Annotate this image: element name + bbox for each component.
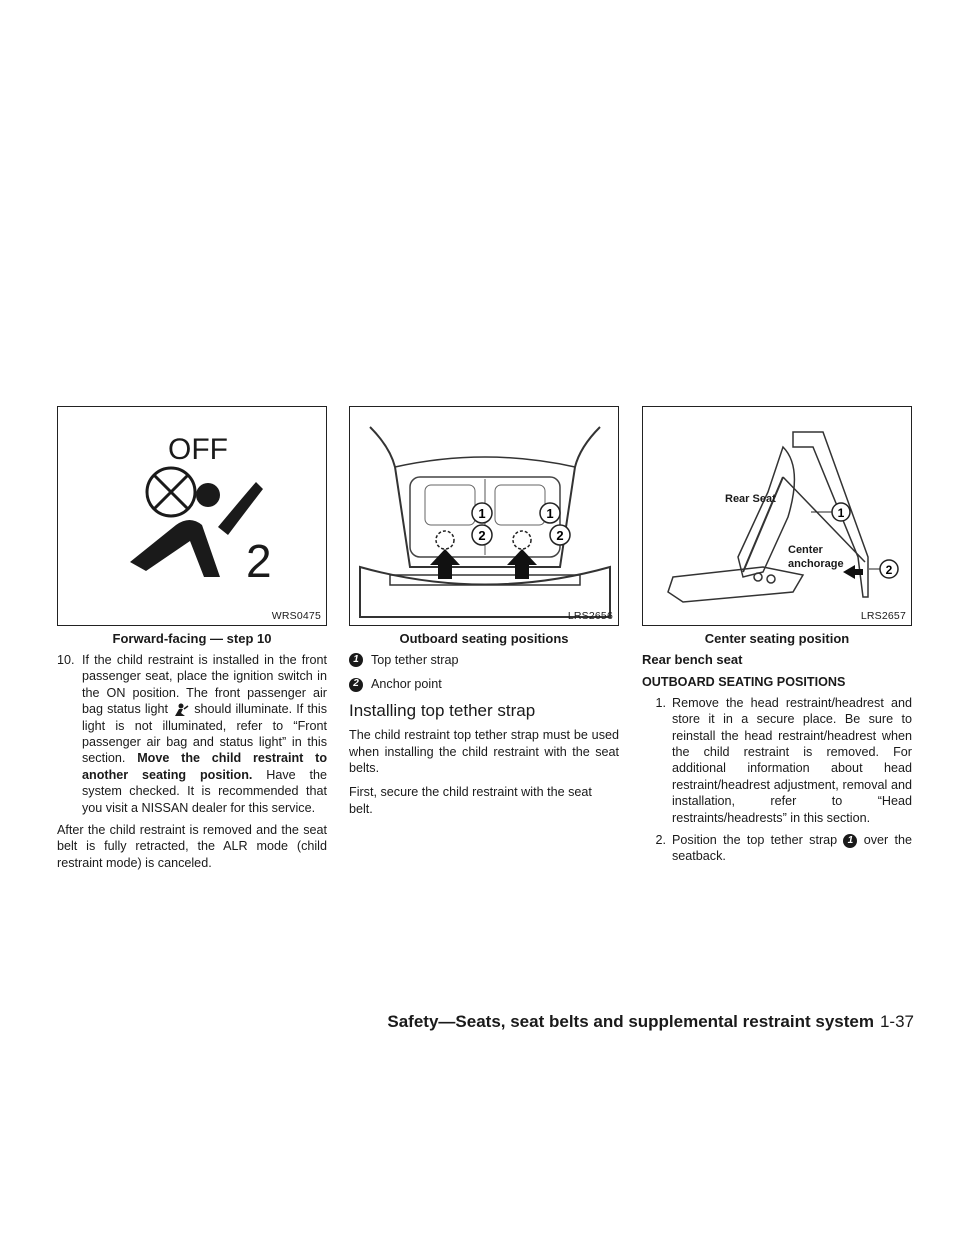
callout-1: 1 [837,506,845,520]
figure-caption: Outboard seating positions [399,631,569,646]
callout-2: 2 [556,528,564,543]
airbag-off-illustration [58,407,327,626]
step-text-b: should illuminate. If this light is not illuminated, refer to “Front passenger air bag and status light” in this section. [82,702,327,766]
occupant-head-icon [196,483,220,507]
step-number: 10. [57,653,75,667]
off-label: OFF [168,433,228,466]
cargo-area-illustration [350,407,619,626]
list-item [642,695,912,826]
legend-label: Anchor point [371,677,442,692]
section-heading: Rear bench seat [642,652,743,667]
figure-airbag-off [57,406,327,626]
callout-2: 2 [885,563,893,577]
column-1 [57,652,327,871]
figure-code: LRS2656 [567,610,613,622]
occupant-body-icon [130,520,220,577]
paragraph: After the child restraint is removed and the seat belt is fully retracted, the ALR mode (child restraint mode) is canceled. [57,823,327,870]
seat-number-label: 2 [246,535,272,587]
figure-outboard-seating [349,406,619,626]
legend-label: Top tether strap [371,653,459,667]
callout-1: 1 [546,506,554,521]
column-3 [642,652,912,865]
paragraph: The child restraint top tether strap must be used when installing the child restraint with the seat belts. [349,728,619,776]
callout-badge: 1 [843,834,857,848]
center-label: Center [788,544,823,556]
page-number: 1-37 [879,1012,914,1031]
anchorage-label: anchorage [788,558,844,570]
callout-2: 2 [478,528,486,543]
callout-1: 1 [478,506,486,521]
subsection-heading: OUTBOARD SEATING POSITIONS [642,675,846,690]
passenger-airbag-status-icon [172,703,190,717]
figure-code: LRS2657 [860,610,906,622]
airbag-icon [218,482,263,535]
step-text-c: Have the system checked. It is recommended that you visit a NISSAN dealer for this service. [82,767,328,815]
rear-seat-label: Rear Seat [725,493,776,505]
item-text-b: over the seatback. [672,833,912,864]
footer-title: Safety—Seats, seat belts and supplemental restraint system [387,1012,874,1031]
item-text-a: Position the top tether strap [672,833,838,848]
paragraph: First, secure the child restraint with the seat belt. [349,785,592,816]
step-text [82,652,327,816]
figure-caption: Forward-facing — step 10 [112,631,272,646]
column-2 [349,652,619,817]
page-footer [387,1012,914,1032]
legend-item [349,652,619,668]
item-number: 1. [655,695,666,710]
callout-badge: 2 [349,678,363,692]
step-warning: Move the child restraint to another seating position. [82,751,328,782]
step-text-a: If the child restraint is installed in the front passenger seat, place the ignition switch in the ON position. The front passenger air bag status light [82,653,327,717]
step-10 [57,652,327,816]
rear-seat-side-illustration [643,407,912,626]
item-number: 2. [655,833,666,848]
figure-caption: Center seating position [704,631,850,646]
figure-center-seating [642,406,912,626]
callout-badge: 1 [349,653,363,667]
figure-code: WRS0475 [271,610,321,622]
list-item [642,832,912,865]
legend-item [349,676,619,692]
item-text: Remove the head restraint/headrest and store it in a secure place. Be sure to reinstall the head restraint/headrest when the child restraint is removed. For additional information about head restraint/headrest adjustment, removal and installation, refer to “Head restraints/headrests” in this section. [672,695,912,825]
item-text [672,832,912,865]
section-heading: Installing top tether strap [349,700,536,720]
